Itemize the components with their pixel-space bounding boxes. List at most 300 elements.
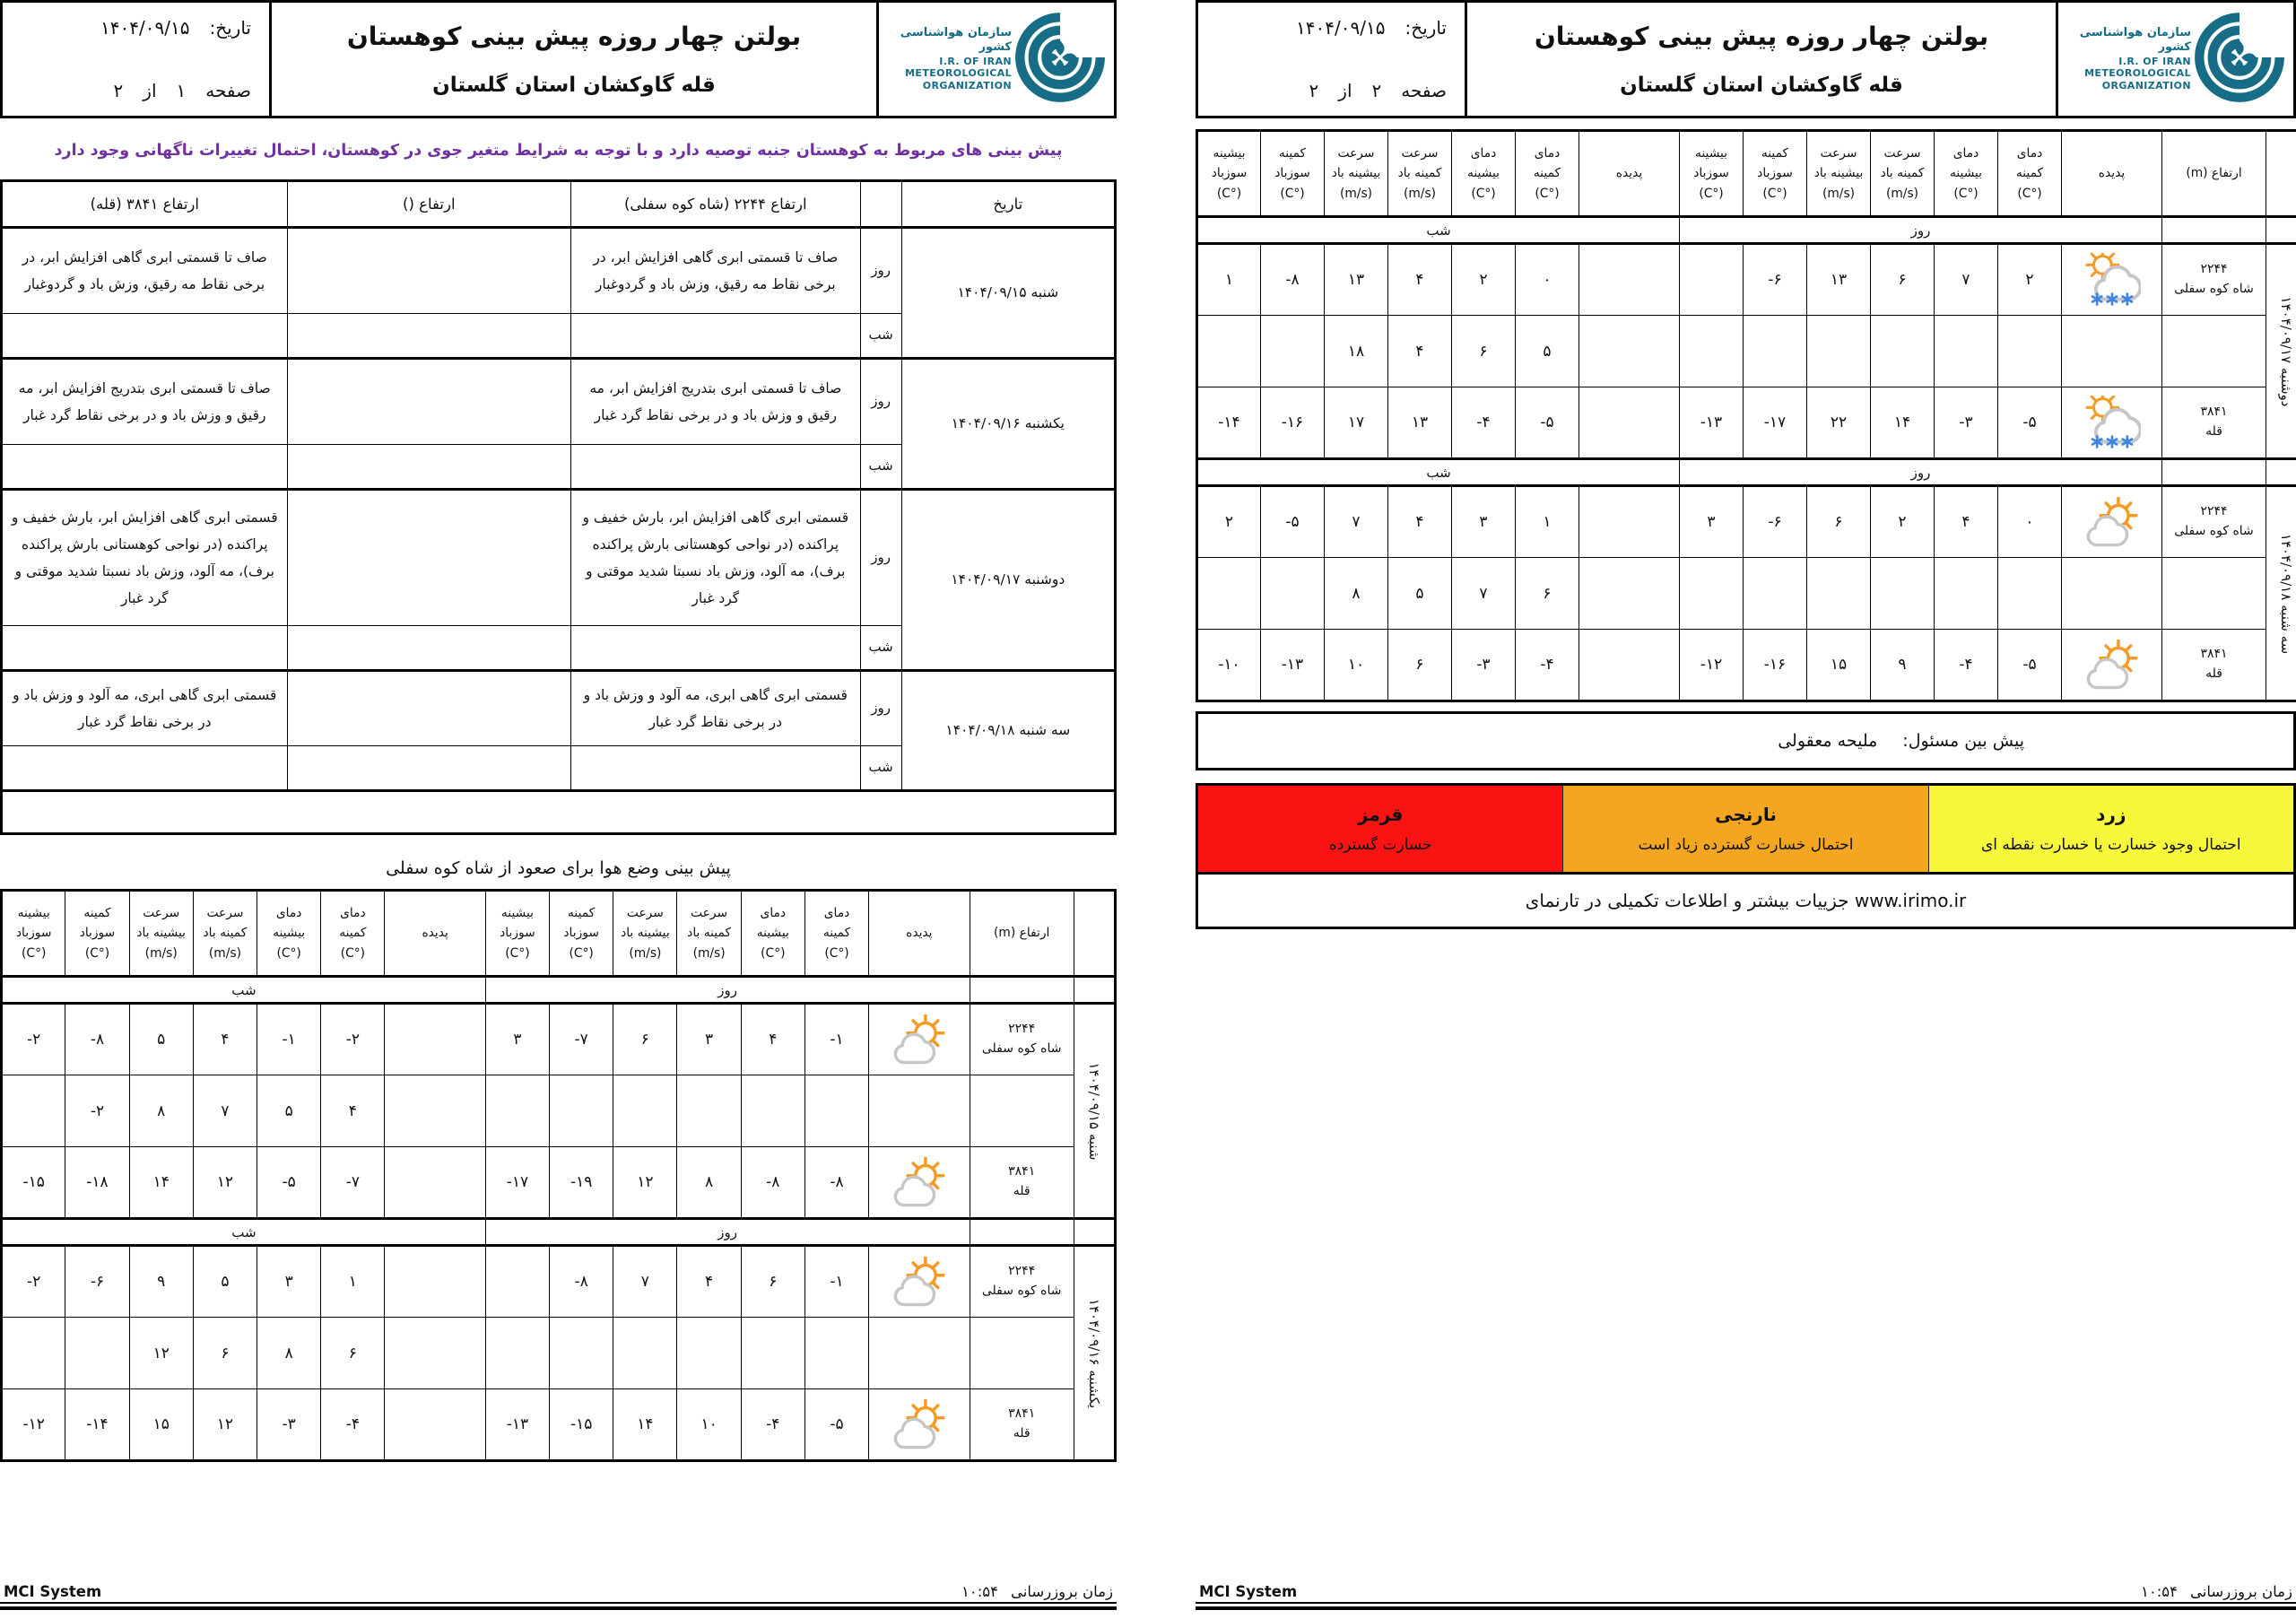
night-wind-min-cell: ۵ [193,1246,257,1318]
column-header: دمای بیشینه (°C) [257,891,321,977]
logo-line-fa: سازمان هواشناسی کشور [2079,26,2191,55]
page-header [0,0,1117,118]
day-forecast-row [2,359,1116,445]
footer-row [1196,1583,2296,1604]
sun-cloud-snow-icon [2062,387,2162,459]
day-wind-min-cell: ۱۰ [677,1389,741,1461]
column-header: کمینه سوزباد (°C) [1261,131,1325,217]
column-header: بیشینه سوزباد (°C) [2,891,65,977]
day-forecast-text-cell: صاف تا قسمتی ابری بتدریج افزایش ابر، مه رقیق و وزش باد و در برخی نقاط گرد غبار [2,359,288,445]
altitude-cell: ۳۸۴۱ قله [2162,387,2266,459]
altitude-cell [2162,316,2266,387]
day-windchill-min-cell: -۱۶ [1744,630,1807,701]
day-wind-min-cell: ۳ [677,1004,741,1075]
night-forecast-text-cell [2,626,288,671]
day-windchill-max-cell [1680,316,1744,387]
night-forecast-text-cell [287,746,571,791]
night-wind-max-cell: ۱۵ [129,1389,193,1461]
group-date-cell [1074,1246,1115,1461]
day-band-label: روز [1680,217,2162,244]
day-temp-max-cell: -۳ [1935,387,1998,459]
day-temp-max-cell [741,1075,804,1147]
night-wind-min-cell: ۴ [193,1004,257,1075]
night-windchill-min-cell: -۱۶ [1261,387,1325,459]
column-header: پدیده [1579,131,1680,217]
day-windchill-min-cell [1744,316,1807,387]
night-windchill-min-cell: -۱۴ [65,1389,129,1461]
night-phenomenon-cell [385,1246,485,1318]
legend-orange-title: نارنجی [1715,804,1777,825]
night-temp-min-cell: ۰ [1516,244,1579,316]
day-temp-min-cell [1998,558,2062,630]
day-windchill-max-cell: ۳ [485,1004,549,1075]
day-forecast-text-cell [287,671,571,746]
band-altitude-cell [2162,459,2266,486]
day-wind-max-cell: ۱۴ [613,1389,677,1461]
altitude-cell: ۲۲۴۴ شاه کوه سفلی [2162,486,2266,558]
day-band-label: روز [485,1219,970,1246]
trailer-cell [2,791,1116,834]
page-number-line [21,80,251,101]
band-altitude-cell [970,977,1074,1004]
bulletin-page-1 [0,0,1117,1619]
night-windchill-min-cell [1261,316,1325,387]
column-header: سرعت کمینه باد (m/s) [193,891,257,977]
logo-line-fa: سازمان هواشناسی کشور [900,26,1012,55]
night-temp-max-cell: -۳ [257,1389,321,1461]
column-header: سرعت کمینه باد (m/s) [1388,131,1452,217]
day-wind-max-cell: ۶ [1807,486,1871,558]
day-temp-max-cell: -۸ [741,1147,804,1219]
legend-orange-desc: احتمال خسارت گسترده زیاد است [1638,836,1854,854]
numeric-forecast-table-container [0,889,1117,1462]
night-windchill-min-cell: -۱۸ [65,1147,129,1219]
night-temp-min-cell: ۱ [321,1246,385,1318]
day-windchill-min-cell [550,1075,613,1147]
day-wind-min-cell: ۲ [1871,486,1935,558]
page-word: صفحه [1401,80,1447,101]
website-note: جزییات بیشتر و اطلاعات تکمیلی در تارنمای www.irimo.ir [1196,875,2296,929]
night-temp-min-cell: -۷ [321,1147,385,1219]
mountain-forecast-notice: پیش بینی های مربوط به کوهستان جنبه توصیه دارد و با توجه به شرایط متغیر جوی در کوهستان، احتمال تغییرات ناگهانی وجود دارد [54,142,1063,160]
forecast-data-row [1197,387,2296,459]
day-windchill-max-cell [485,1318,549,1389]
update-label: زمان بروزرسانی [1011,1583,1113,1600]
night-wind-min-cell: ۱۲ [193,1147,257,1219]
date-page-box [1198,3,1467,116]
night-temp-min-cell: -۴ [1516,630,1579,701]
night-windchill-min-cell: -۸ [1261,244,1325,316]
day-windchill-min-cell [1744,558,1807,630]
forecast-data-row [1197,244,2296,316]
page-num: ۱ [176,80,187,101]
day-label-cell: روز [860,490,901,626]
group-date-cell [2266,486,2296,701]
night-band-label: شب [2,977,486,1004]
page-num: ۲ [1371,80,1382,101]
bulletin-title: بولتن چهار روزه پیش بینی کوهستان [1534,21,1989,51]
date-label: تاریخ: [209,17,251,39]
night-windchill-min-cell: -۵ [1261,486,1325,558]
day-temp-min-cell: -۱ [804,1004,868,1075]
rotated-date-label: یکشنبه ۱۴۰۴/۰۹/۱۶ [1085,1298,1102,1408]
forecast-date-cell: یکشنبه ۱۴۰۴/۰۹/۱۶ [901,359,1115,490]
column-header: کمینه سوزباد (°C) [65,891,129,977]
forecast-data-row [1197,630,2296,701]
column-header: پدیده [385,891,485,977]
forecast-data-row [2,1075,1116,1147]
night-label-cell: شب [860,314,901,359]
column-header: سرعت بیشینه باد (m/s) [129,891,193,977]
day-windchill-max-cell [1680,244,1744,316]
rotated-date-label: سه شنبه ۱۴۰۴/۰۹/۱۸ [2278,533,2294,654]
date-page-box [3,3,272,116]
night-phenomenon-cell [385,1147,485,1219]
day-wind-min-cell: ۶ [1871,244,1935,316]
day-windchill-max-cell: -۱۳ [1680,387,1744,459]
sun-behind-cloud-icon [2062,630,2162,701]
text-forecast-table-container [0,179,1117,835]
night-temp-max-cell: -۱ [257,1004,321,1075]
day-phenomenon-cell [869,1318,970,1389]
logo-box [879,3,1114,116]
forecast-data-row [1197,558,2296,630]
day-wind-max-cell [613,1318,677,1389]
night-phenomenon-cell [385,1318,485,1389]
day-forecast-text-cell [287,359,571,445]
day-wind-min-cell [1871,558,1935,630]
page-number-line [1216,80,1447,101]
day-temp-max-cell: ۷ [1935,244,1998,316]
night-temp-max-cell: -۴ [1452,387,1516,459]
day-temp-min-cell [804,1075,868,1147]
altitude-cell [970,1318,1074,1389]
update-time: ۱۰:۵۴ [961,1583,998,1600]
footer-rule [1196,1606,2296,1610]
night-phenomenon-cell [385,1004,485,1075]
altitude-cell [2162,558,2266,630]
night-wind-min-cell: ۷ [193,1075,257,1147]
night-temp-min-cell: -۴ [321,1389,385,1461]
altitude-cell [970,1075,1074,1147]
night-temp-max-cell: ۵ [257,1075,321,1147]
column-header: دمای بیشینه (°C) [1452,131,1516,217]
day-band-label: روز [485,977,970,1004]
page-footer [1196,1583,2296,1610]
night-windchill-max-cell [1197,316,1261,387]
column-header: دمای بیشینه (°C) [1935,131,1998,217]
night-label-cell: شب [860,746,901,791]
forecast-data-row [1197,316,2296,387]
altitude-cell: ۲۲۴۴ شاه کوه سفلی [2162,244,2266,316]
forecast-date-cell: سه شنبه ۱۴۰۴/۰۹/۱۸ [901,671,1115,791]
column-header: دمای کمینه (°C) [1998,131,2062,217]
night-windchill-max-cell: -۱۰ [1197,630,1261,701]
bulletin-title: بولتن چهار روزه پیش بینی کوهستان [346,21,802,51]
update-time-line [2141,1583,2292,1600]
day-phenomenon-cell [2062,316,2162,387]
band-altitude-cell [970,1219,1074,1246]
day-label-cell: روز [860,671,901,746]
night-wind-min-cell: ۴ [1388,486,1452,558]
forecast-date-cell: شنبه ۱۴۰۴/۰۹/۱۵ [901,228,1115,359]
logo-line-en1: I.R. OF IRAN [2118,55,2191,67]
date-value: ۱۴۰۴/۰۹/۱۵ [100,17,190,39]
column-header: کمینه سوزباد (°C) [1744,131,1807,217]
day-temp-min-cell: -۱ [804,1246,868,1318]
column-header-row [1197,131,2296,217]
night-phenomenon-cell [1579,316,1680,387]
night-forecast-text-cell [571,626,861,671]
day-wind-min-cell [1871,316,1935,387]
day-wind-min-cell: ۹ [1871,630,1935,701]
day-temp-max-cell: ۶ [741,1246,804,1318]
issue-date-line [21,17,251,39]
night-windchill-min-cell: -۸ [65,1004,129,1075]
column-header: سرعت بیشینه باد (m/s) [1325,131,1388,217]
altitude-cell: ۳۸۴۱ قله [970,1147,1074,1219]
day-forecast-text-cell [287,228,571,314]
text-table-column-header: ارتفاع ۲۲۴۴ (شاه کوه سفلی) [571,181,861,228]
logo-line-en1: I.R. OF IRAN [939,55,1012,67]
day-windchill-max-cell [485,1075,549,1147]
day-forecast-text-cell: قسمتی ابری گاهی افزایش ابر، بارش خفیف و پراکنده (در نواحی کوهستانی بارش پراکنده برف)، مه آلود، وزش باد نسبتا شدید موقتی و گرد غبار [2,490,288,626]
night-wind-min-cell: ۵ [1388,558,1452,630]
day-forecast-text-cell: قسمتی ابری گاهی ابری، مه آلود و وزش باد و در برخی نقاط گرد غبار [571,671,861,746]
group-date-cell [2266,244,2296,459]
day-temp-max-cell: ۴ [741,1004,804,1075]
day-windchill-min-cell: -۱۹ [550,1147,613,1219]
night-temp-max-cell: ۳ [257,1246,321,1318]
night-wind-min-cell: ۴ [1388,316,1452,387]
date-column-header [2266,131,2296,217]
numeric-forecast-table-container [1196,129,2296,702]
legend-yellow-title: زرد [2096,804,2126,825]
forecast-data-row [1197,486,2296,558]
update-label: زمان بروزرسانی [2190,1583,2292,1600]
of-word: از [1338,80,1352,101]
day-windchill-min-cell: -۱۵ [550,1389,613,1461]
day-temp-min-cell: -۸ [804,1147,868,1219]
night-temp-min-cell: ۱ [1516,486,1579,558]
footer-rule [0,1606,1117,1610]
day-wind-min-cell [677,1075,741,1147]
day-wind-max-cell: ۶ [613,1004,677,1075]
night-temp-min-cell: ۵ [1516,316,1579,387]
forecaster-label: پیش بین مسئول: [1902,731,2024,751]
column-header: پدیده [2062,131,2162,217]
day-temp-max-cell [1935,316,1998,387]
day-temp-min-cell: ۲ [1998,244,2062,316]
day-night-band-row [1197,217,2296,244]
day-wind-max-cell: ۱۲ [613,1147,677,1219]
day-wind-max-cell [613,1075,677,1147]
system-name: MCI System [1199,1583,1298,1600]
forecaster-name: ملیحه معقولی [1778,731,1878,751]
forecast-data-row [2,1246,1116,1318]
logo-line-en3: ORGANIZATION [2101,80,2191,92]
date-column-header [1074,891,1115,977]
night-wind-min-cell: ۱۲ [193,1389,257,1461]
column-header: بیشینه سوزباد (°C) [485,891,549,977]
rotated-date-label: دوشنبه ۱۴۰۴/۰۹/۱۷ [2278,296,2294,406]
day-temp-max-cell [1935,558,1998,630]
day-temp-max-cell: -۴ [1935,630,1998,701]
forecast-date-cell: دوشنبه ۱۴۰۴/۰۹/۱۷ [901,490,1115,671]
night-wind-max-cell: ۸ [1325,558,1388,630]
night-wind-min-cell: ۱۳ [1388,387,1452,459]
band-date-cell [2266,217,2296,244]
logo-line-en3: ORGANIZATION [922,80,1012,92]
day-temp-max-cell: -۴ [741,1389,804,1461]
band-date-cell [1074,977,1115,1004]
date-value: ۱۴۰۴/۰۹/۱۵ [1296,17,1386,39]
night-temp-min-cell: ۴ [321,1075,385,1147]
night-wind-min-cell: ۶ [193,1318,257,1389]
day-wind-max-cell: ۷ [613,1246,677,1318]
night-windchill-min-cell: -۶ [65,1246,129,1318]
legend-yellow-cell [1928,786,2293,872]
text-table-column-header [860,181,901,228]
day-phenomenon-cell [2062,558,2162,630]
column-header: سرعت کمینه باد (m/s) [1871,131,1935,217]
legend-red-title: قرمز [1357,804,1404,825]
night-forecast-text-cell [2,746,288,791]
night-phenomenon-cell [1579,486,1680,558]
sun-behind-cloud-icon [869,1004,970,1075]
warning-color-legend [1196,783,2296,875]
meteorological-organization-logo-icon [1013,11,1107,108]
text-forecast-table [0,179,1117,835]
day-wind-min-cell: ۸ [677,1147,741,1219]
day-wind-max-cell: ۱۵ [1807,630,1871,701]
night-wind-min-cell: ۴ [1388,244,1452,316]
day-forecast-text-cell: صاف تا قسمتی ابری بتدریج افزایش ابر، مه رقیق و وزش باد و در برخی نقاط گرد غبار [571,359,861,445]
day-windchill-min-cell: -۶ [1744,486,1807,558]
night-windchill-max-cell: ۱ [1197,244,1261,316]
update-time-line [961,1583,1113,1600]
column-header: ارتفاع (m) [970,891,1074,977]
day-temp-max-cell [741,1318,804,1389]
day-temp-min-cell: -۵ [1998,630,2062,701]
night-forecast-text-cell [2,314,288,359]
legend-orange-cell [1562,786,1927,872]
page-total: ۲ [1309,80,1319,101]
day-forecast-row [2,228,1116,314]
logo-text [886,26,1012,92]
night-windchill-max-cell: -۲ [2,1004,65,1075]
night-phenomenon-cell [1579,630,1680,701]
day-forecast-text-cell: قسمتی ابری گاهی ابری، مه آلود و وزش باد و در برخی نقاط گرد غبار [2,671,288,746]
night-wind-max-cell: ۱۰ [1325,630,1388,701]
night-forecast-text-cell [571,746,861,791]
day-night-band-row [2,1219,1116,1246]
page-word: صفحه [205,80,251,101]
day-windchill-max-cell: -۱۳ [485,1389,549,1461]
column-header: دمای کمینه (°C) [1516,131,1579,217]
night-windchill-max-cell: ۲ [1197,486,1261,558]
legend-red-desc: خسارت گسترده [1328,836,1432,854]
altitude-cell: ۲۲۴۴ شاه کوه سفلی [970,1246,1074,1318]
day-wind-min-cell: ۴ [677,1246,741,1318]
column-header-row [2,891,1116,977]
logo-line-en2: METEOROLOGICAL [905,67,1012,80]
night-forecast-text-cell [287,445,571,490]
night-label-cell: شب [860,626,901,671]
night-phenomenon-cell [1579,244,1680,316]
column-header: دمای کمینه (°C) [804,891,868,977]
day-windchill-min-cell: -۶ [1744,244,1807,316]
day-windchill-max-cell: ۳ [1680,486,1744,558]
night-windchill-max-cell [2,1075,65,1147]
bulletin-page-2 [1196,0,2296,1619]
system-name: MCI System [4,1583,102,1600]
day-wind-min-cell [677,1318,741,1389]
night-wind-max-cell: ۱۲ [129,1318,193,1389]
night-wind-max-cell: ۹ [129,1246,193,1318]
altitude-cell: ۳۸۴۱ قله [970,1389,1074,1461]
day-windchill-max-cell: -۱۷ [485,1147,549,1219]
night-wind-max-cell: ۱۷ [1325,387,1388,459]
night-phenomenon-cell [1579,387,1680,459]
night-phenomenon-cell [385,1075,485,1147]
column-header: کمینه سوزباد (°C) [550,891,613,977]
text-table-column-header: ارتفاع ۳۸۴۱ (قله) [2,181,288,228]
day-forecast-row [2,490,1116,626]
night-windchill-min-cell: -۲ [65,1075,129,1147]
day-windchill-min-cell: -۸ [550,1246,613,1318]
group-date-cell [1074,1004,1115,1219]
day-phenomenon-cell [869,1075,970,1147]
forecaster-box [1196,711,2296,770]
trailer-row [2,791,1116,834]
day-windchill-max-cell: -۱۲ [1680,630,1744,701]
band-altitude-cell [2162,217,2266,244]
day-temp-min-cell: -۵ [1998,387,2062,459]
bulletin-subtitle: قله گاوکشان استان گلستان [1620,74,1903,98]
logo-text [2066,26,2191,92]
altitude-cell: ۲۲۴۴ شاه کوه سفلی [970,1004,1074,1075]
day-windchill-max-cell [485,1246,549,1318]
day-forecast-text-cell: صاف تا قسمتی ابری گاهی افزایش ابر، در برخی نقاط مه رقیق، وزش باد و گردوغبار [2,228,288,314]
day-windchill-min-cell: -۷ [550,1004,613,1075]
day-forecast-text-cell [287,490,571,626]
band-date-cell [1074,1219,1115,1246]
column-header: پدیده [869,891,970,977]
forecast-data-row [2,1004,1116,1075]
numeric-forecast-table [1196,129,2296,702]
rotated-date-label: شنبه ۱۴۰۴/۰۹/۱۵ [1085,1062,1102,1160]
night-wind-max-cell: ۱۴ [129,1147,193,1219]
sun-behind-cloud-icon [869,1246,970,1318]
day-wind-max-cell [1807,558,1871,630]
day-night-band-row [2,977,1116,1004]
bulletin-subtitle: قله گاوکشان استان گلستان [432,74,716,98]
sun-cloud-snow-icon [2062,244,2162,316]
band-date-cell [2266,459,2296,486]
night-wind-min-cell: ۶ [1388,630,1452,701]
legend-red-cell [1198,786,1562,872]
legend-yellow-desc: احتمال وجود خسارت یا خسارت نقطه ای [1980,836,2241,854]
night-band-label: شب [1197,217,1680,244]
column-header: دمای کمینه (°C) [321,891,385,977]
day-forecast-row [2,671,1116,746]
night-forecast-text-cell [571,314,861,359]
night-temp-min-cell: -۵ [1516,387,1579,459]
day-wind-min-cell: ۱۴ [1871,387,1935,459]
day-band-label: روز [1680,459,2162,486]
day-wind-max-cell [1807,316,1871,387]
